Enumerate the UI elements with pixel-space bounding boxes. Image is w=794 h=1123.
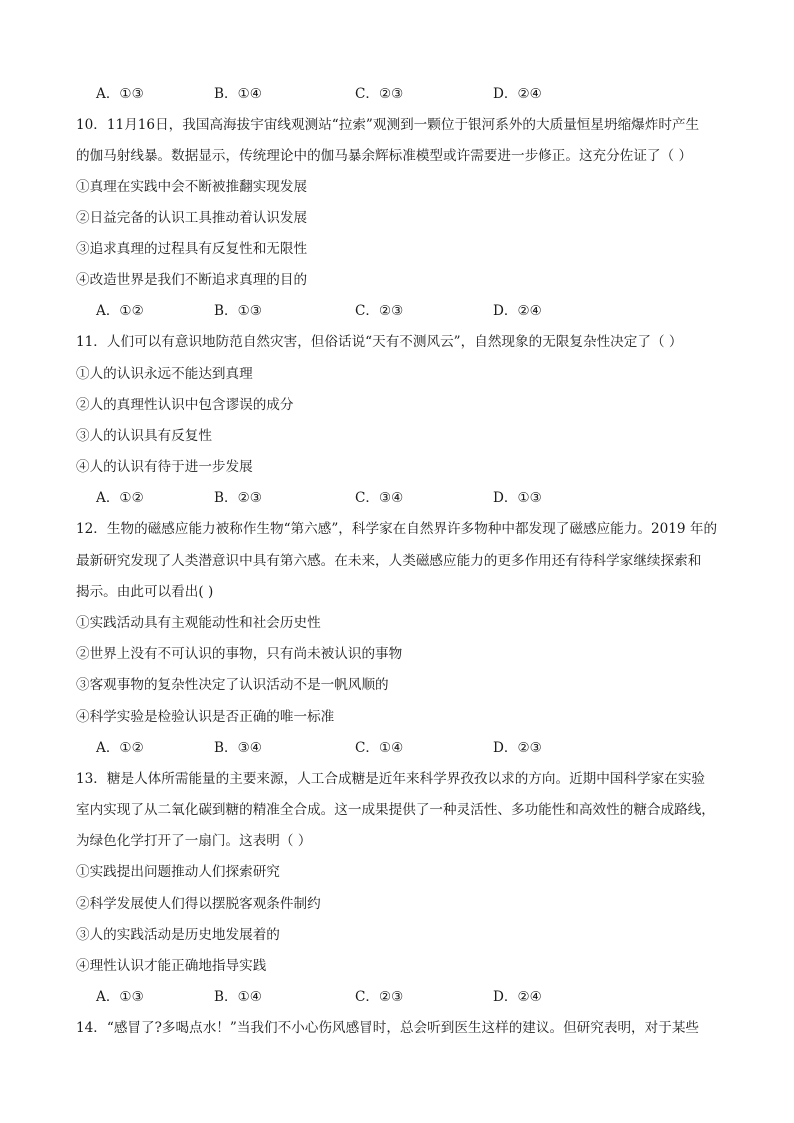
q11-item-2: ②人的真理性认识中包含谬误的成分 bbox=[76, 397, 294, 413]
q10-stem-line-1: 10．11月16日，我国高海拔宇宙线观测站“拉索”观测到一颗位于银河系外的大质量恒星坍缩爆炸时产生 bbox=[76, 117, 700, 133]
q10-option-d[interactable]: D．②④ bbox=[493, 303, 542, 319]
q10-options bbox=[0, 301, 794, 321]
q13-item-1: ①实践提出问题推动人们探索研究 bbox=[76, 864, 280, 880]
q13-options bbox=[0, 987, 794, 1007]
q11-item-3: ③人的认识具有反复性 bbox=[76, 428, 212, 444]
q10-item-1: ①真理在实践中会不断被推翻实现发展 bbox=[76, 179, 308, 195]
q12-stem-line-3: 揭示。由此可以看出( ) bbox=[76, 584, 214, 600]
q11-options bbox=[0, 488, 794, 508]
q10-option-c[interactable]: C．②③ bbox=[355, 303, 404, 319]
q10-stem-line-2: 的伽马射线暴。数据显示，传统理论中的伽马暴余辉标准模型或许需要进一步修正。这充分佐证了（ ） bbox=[76, 148, 693, 164]
q11-option-a[interactable]: A．①② bbox=[96, 490, 144, 506]
q12-option-c[interactable]: C．①④ bbox=[355, 740, 404, 756]
q11-option-c[interactable]: C．③④ bbox=[355, 490, 404, 506]
q12-options bbox=[0, 738, 794, 758]
q9-option-b[interactable]: B．①④ bbox=[214, 86, 262, 102]
q11-item-1: ①人的认识永远不能达到真理 bbox=[76, 366, 253, 382]
q12-option-b[interactable]: B．③④ bbox=[214, 740, 262, 756]
q12-stem-line-1: 12．生物的磁感应能力被称作生物“第六感”，科学家在自然界许多物种中都发现了磁感应能力。2019 年的 bbox=[76, 521, 718, 537]
q11-item-4: ④人的认识有待于进一步发展 bbox=[76, 459, 253, 475]
q13-item-3: ③人的实践活动是历史地发展着的 bbox=[76, 927, 280, 943]
q9-option-a[interactable]: A．①③ bbox=[96, 86, 144, 102]
q11-option-b[interactable]: B．②③ bbox=[214, 490, 262, 506]
q10-option-a[interactable]: A．①② bbox=[96, 303, 144, 319]
q13-stem-line-1: 13．糖是人体所需能量的主要来源，人工合成糖是近年来科学界孜孜以求的方向。近期中国科学家在实验 bbox=[76, 771, 706, 787]
q13-option-a[interactable]: A．①③ bbox=[96, 989, 144, 1005]
q11-stem-line-1: 11．人们可以有意识地防范自然灾害，但俗话说“天有不测风云”，自然现象的无限复杂性决定了（ ） bbox=[76, 334, 683, 350]
q10-item-3: ③追求真理的过程具有反复性和无限性 bbox=[76, 241, 308, 257]
q9-option-c[interactable]: C．②③ bbox=[355, 86, 404, 102]
q13-item-4: ④理性认识才能正确地指导实践 bbox=[76, 958, 267, 974]
q12-stem-line-2: 最新研究发现了人类潜意识中具有第六感。在未来，人类磁感应能力的更多作用还有待科学家继续探索和 bbox=[76, 553, 702, 569]
q13-option-c[interactable]: C．②③ bbox=[355, 989, 404, 1005]
q10-item-4: ④改造世界是我们不断追求真理的目的 bbox=[76, 272, 308, 288]
q12-item-4: ④科学实验是检验认识是否正确的唯一标准 bbox=[76, 709, 335, 725]
q13-stem-line-2: 室内实现了从二氧化碳到糖的精准全合成。这一成果提供了一种灵活性、多功能性和高效性的糖合成路线， bbox=[76, 802, 715, 818]
q9-option-d[interactable]: D．②④ bbox=[493, 86, 542, 102]
q9-options bbox=[0, 84, 794, 104]
q10-item-2: ②日益完备的认识工具推动着认识发展 bbox=[76, 210, 308, 226]
q12-item-3: ③客观事物的复杂性决定了认识活动不是一帆风顺的 bbox=[76, 677, 389, 693]
q12-option-d[interactable]: D．②③ bbox=[493, 740, 542, 756]
q12-item-1: ①实践活动具有主观能动性和社会历史性 bbox=[76, 615, 321, 631]
q13-stem-line-3: 为绿色化学打开了一扇门。这表明（ ） bbox=[76, 833, 312, 849]
q12-item-2: ②世界上没有不可认识的事物，只有尚未被认识的事物 bbox=[76, 646, 403, 662]
q13-item-2: ②科学发展使人们得以摆脱客观条件制约 bbox=[76, 896, 321, 912]
q11-option-d[interactable]: D．①③ bbox=[493, 490, 542, 506]
q12-option-a[interactable]: A．①② bbox=[96, 740, 144, 756]
q14-stem-line-1: 14．“感冒了?多喝点水！”当我们不小心伤风感冒时，总会听到医生这样的建议。但研究表明，对于某些 bbox=[76, 1020, 700, 1036]
q10-option-b[interactable]: B．①③ bbox=[214, 303, 262, 319]
q13-option-d[interactable]: D．②④ bbox=[493, 989, 542, 1005]
q13-option-b[interactable]: B．①④ bbox=[214, 989, 262, 1005]
